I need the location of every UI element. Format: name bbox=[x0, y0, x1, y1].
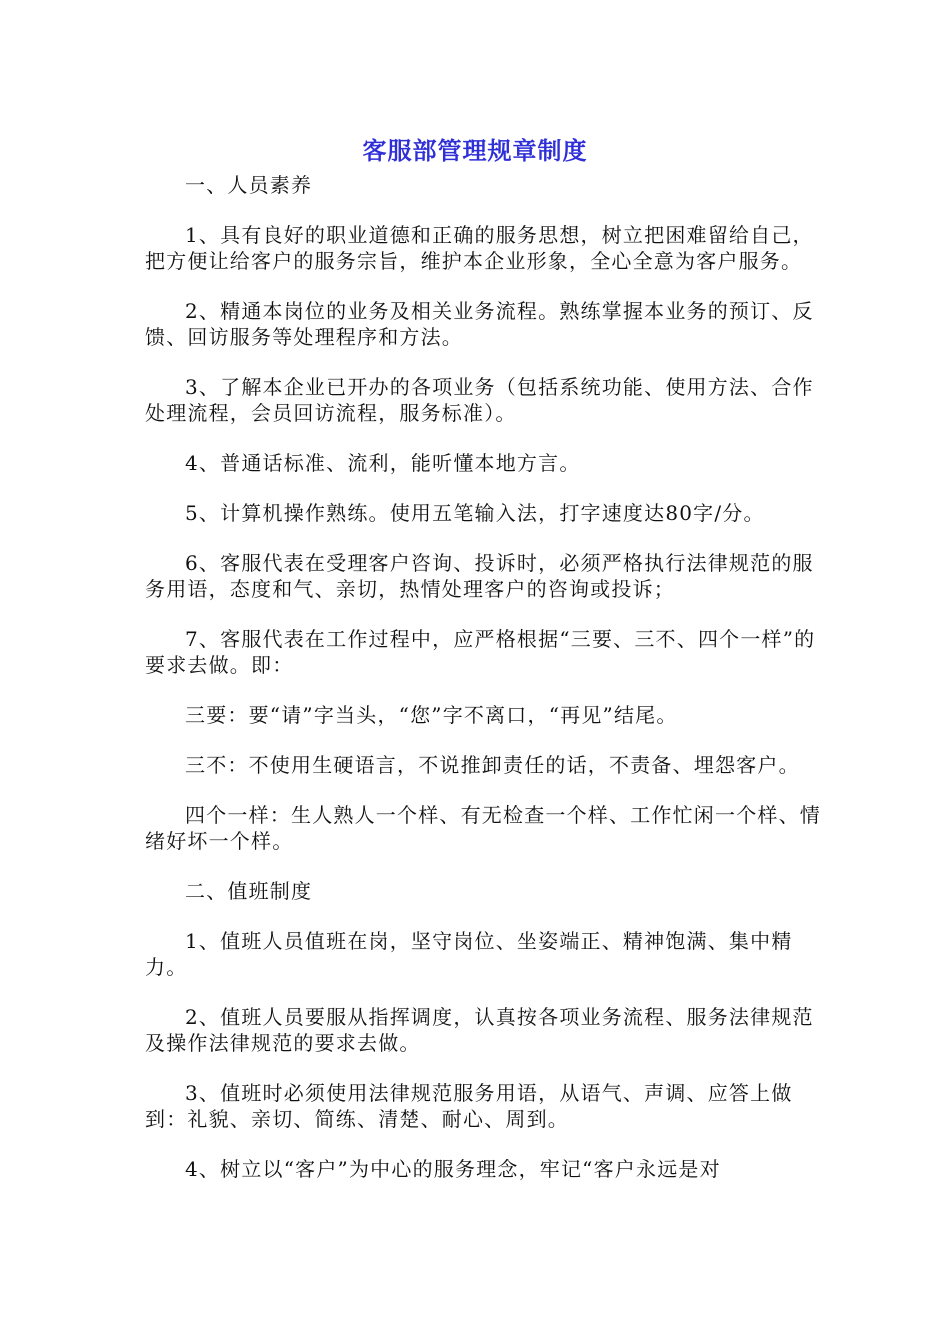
paragraph: 三不：不使用生硬语言，不说推卸责任的话，不责备、埋怨客户。 bbox=[185, 753, 800, 777]
paragraph: 1、具有良好的职业道德和正确的服务思想，树立把困难留给自己，把方便让给客户的服务宗旨，维护本企业形象，全心全意为客户服务。 bbox=[145, 223, 814, 273]
section-heading-personnel: 一、人员素养 bbox=[185, 173, 313, 197]
document-body bbox=[145, 172, 825, 1206]
paragraph: 5、计算机操作熟练。使用五笔输入法，打字速度达80字/分。 bbox=[185, 501, 765, 525]
paragraph: 7、客服代表在工作过程中，应严格根据“三要、三不、四个一样”的要求去做。即： bbox=[145, 627, 816, 677]
paragraph: 三要：要“请”字当头，“您”字不离口，“再见”结尾。 bbox=[185, 703, 678, 727]
section-heading-duty: 二、值班制度 bbox=[185, 879, 313, 903]
paragraph: 3、了解本企业已开办的各项业务（包括系统功能、使用方法、合作处理流程，会员回访流程，服务标准）。 bbox=[145, 375, 814, 425]
paragraph: 2、值班人员要服从指挥调度，认真按各项业务流程、服务法律规范及操作法律规范的要求去做。 bbox=[145, 1005, 814, 1055]
paragraph: 4、普通话标准、流利，能听懂本地方言。 bbox=[185, 451, 581, 475]
paragraph: 6、客服代表在受理客户咨询、投诉时，必须严格执行法律规范的服务用语，态度和气、亲切，热情处理客户的咨询或投诉； bbox=[145, 551, 814, 601]
paragraph: 3、值班时必须使用法律规范服务用语，从语气、声调、应答上做到：礼貌、亲切、简练、清楚、耐心、周到。 bbox=[145, 1081, 793, 1131]
paragraph: 四个一样：生人熟人一个样、有无检查一个样、工作忙闲一个样、情绪好坏一个样。 bbox=[145, 803, 821, 853]
document-title: 客服部管理规章制度 bbox=[362, 137, 588, 165]
paragraph: 4、树立以“客户”为中心的服务理念，牢记“客户永远是对 bbox=[185, 1157, 721, 1181]
paragraph: 2、精通本岗位的业务及相关业务流程。熟练掌握本业务的预订、反馈、回访服务等处理程序和方法。 bbox=[145, 299, 814, 349]
paragraph: 1、值班人员值班在岗，坚守岗位、坐姿端正、精神饱满、集中精力。 bbox=[145, 929, 793, 979]
